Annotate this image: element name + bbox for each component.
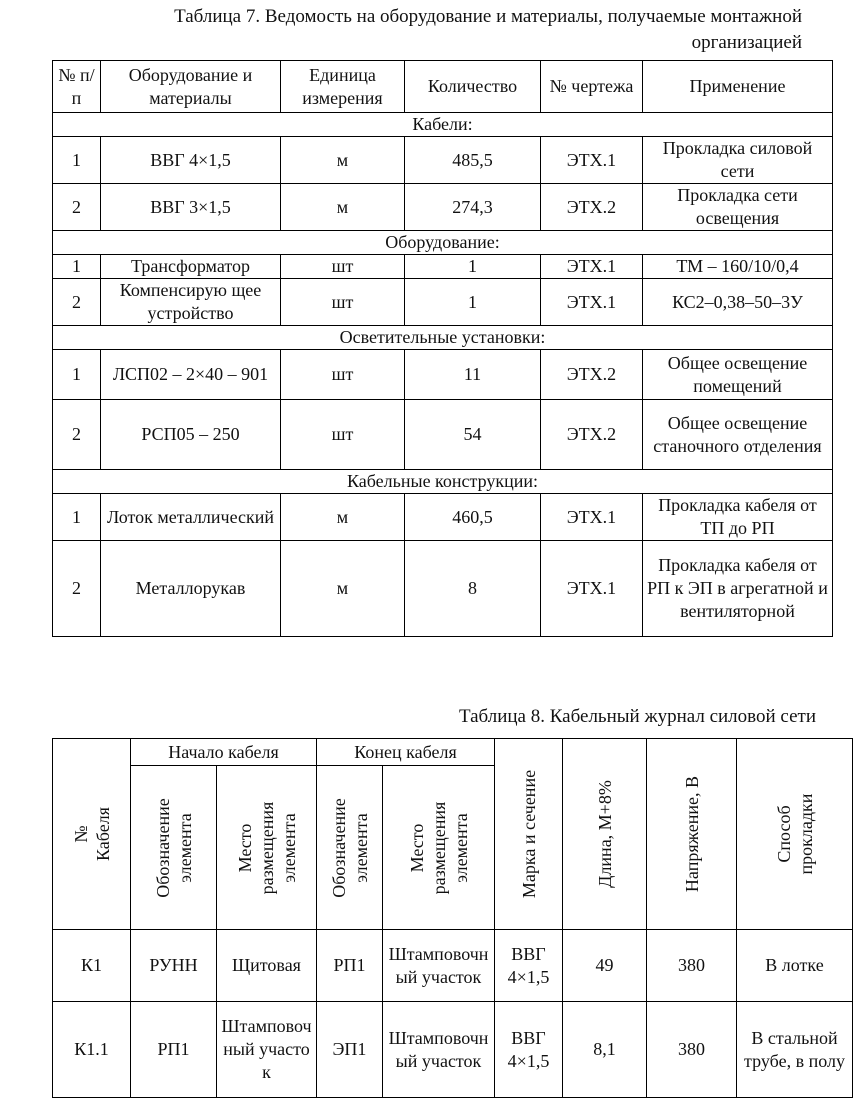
header-start-designation: Обозначение элемента [131, 766, 217, 930]
header-item: Оборудование и материалы [101, 61, 281, 113]
row-length: 8,1 [563, 1002, 647, 1098]
header-unit: Единица измерения [281, 61, 405, 113]
row-item: ЛСП02 – 2×40 – 901 [101, 350, 281, 400]
row-drawing: ЭТХ.1 [541, 541, 643, 637]
row-item: Компенсирую щее устройство [101, 279, 281, 326]
row-drawing: ЭТХ.1 [541, 255, 643, 279]
table-row [53, 350, 833, 400]
row-drawing: ЭТХ.1 [541, 279, 643, 326]
row-usage: Общее освещение помещений [643, 350, 833, 400]
row-unit: м [281, 137, 405, 184]
table7-header-row [53, 61, 833, 113]
cable-journal-table [52, 738, 853, 1098]
row-qty: 54 [405, 400, 541, 470]
row-num: 2 [53, 400, 101, 470]
row-brand: ВВГ 4×1,5 [495, 1002, 563, 1098]
row-start-location: Штамповочный участок [217, 1002, 317, 1098]
header-cable-no: № Кабеля [53, 739, 131, 930]
row-unit: шт [281, 255, 405, 279]
row-start-designation: РУНН [131, 930, 217, 1002]
row-drawing: ЭТХ.2 [541, 184, 643, 231]
row-usage: КС2–0,38–50–3У [643, 279, 833, 326]
row-qty: 8 [405, 541, 541, 637]
header-start-group: Начало кабеля [131, 739, 317, 766]
row-end-location: Штамповочный участок [383, 1002, 495, 1098]
row-end-designation: ЭП1 [317, 1002, 383, 1098]
header-drawing: № чертежа [541, 61, 643, 113]
row-unit: м [281, 541, 405, 637]
row-method: В стальной трубе, в полу [737, 1002, 853, 1098]
section-row-cables [53, 113, 833, 137]
row-qty: 274,3 [405, 184, 541, 231]
row-start-designation: РП1 [131, 1002, 217, 1098]
row-num: 2 [53, 184, 101, 231]
row-end-location: Штамповочный участок [383, 930, 495, 1002]
table-row [53, 494, 833, 541]
row-item: ВВГ 4×1,5 [101, 137, 281, 184]
row-method: В лотке [737, 930, 853, 1002]
row-item: Металлорукав [101, 541, 281, 637]
header-num: № п/п [53, 61, 101, 113]
table7-caption-line1: Таблица 7. Ведомость на оборудование и материалы, получаемые монтажной [174, 6, 802, 27]
row-usage: ТМ – 160/10/0,4 [643, 255, 833, 279]
row-voltage: 380 [647, 1002, 737, 1098]
row-item: РСП05 – 250 [101, 400, 281, 470]
table-row [53, 400, 833, 470]
row-unit: м [281, 184, 405, 231]
table-row [53, 184, 833, 231]
row-drawing: ЭТХ.1 [541, 137, 643, 184]
row-brand: ВВГ 4×1,5 [495, 930, 563, 1002]
row-qty: 11 [405, 350, 541, 400]
row-usage: Общее освещение станочного отделения [643, 400, 833, 470]
section-title: Оборудование: [53, 231, 833, 255]
row-item: ВВГ 3×1,5 [101, 184, 281, 231]
row-item: Трансформатор [101, 255, 281, 279]
table-row [53, 279, 833, 326]
header-end-location: Место размещения элемента [383, 766, 495, 930]
section-row-equipment [53, 231, 833, 255]
row-usage: Прокладка силовой сети [643, 137, 833, 184]
header-voltage: Напряжение, В [647, 739, 737, 930]
row-end-designation: РП1 [317, 930, 383, 1002]
row-cable: К1 [53, 930, 131, 1002]
row-drawing: ЭТХ.2 [541, 400, 643, 470]
row-usage: Прокладка кабеля от ТП до РП [643, 494, 833, 541]
row-qty: 1 [405, 279, 541, 326]
table-row [53, 930, 853, 1002]
table-row [53, 255, 833, 279]
header-qty: Количество [405, 61, 541, 113]
row-qty: 1 [405, 255, 541, 279]
table7-caption-line2: организацией [691, 32, 802, 53]
row-start-location: Щитовая [217, 930, 317, 1002]
row-unit: м [281, 494, 405, 541]
section-title: Осветительные установки: [53, 326, 833, 350]
header-method: Способ прокладки [737, 739, 853, 930]
section-row-cable-structures [53, 470, 833, 494]
row-qty: 485,5 [405, 137, 541, 184]
table7-caption [60, 4, 802, 56]
row-qty: 460,5 [405, 494, 541, 541]
table-row [53, 541, 833, 637]
row-num: 2 [53, 279, 101, 326]
header-usage: Применение [643, 61, 833, 113]
header-end-group: Конец кабеля [317, 739, 495, 766]
row-usage: Прокладка сети освещения [643, 184, 833, 231]
header-start-location: Место размещения элемента [217, 766, 317, 930]
row-num: 1 [53, 350, 101, 400]
row-num: 2 [53, 541, 101, 637]
section-row-lighting [53, 326, 833, 350]
row-drawing: ЭТХ.2 [541, 350, 643, 400]
table8-header-row-1 [53, 739, 853, 766]
row-cable: К1.1 [53, 1002, 131, 1098]
equipment-materials-table [52, 60, 833, 637]
table8-caption: Таблица 8. Кабельный журнал силовой сети [458, 706, 816, 727]
row-num: 1 [53, 255, 101, 279]
row-item: Лоток металлический [101, 494, 281, 541]
table-row [53, 137, 833, 184]
row-unit: шт [281, 350, 405, 400]
row-length: 49 [563, 930, 647, 1002]
header-end-designation: Обозначение элемента [317, 766, 383, 930]
row-drawing: ЭТХ.1 [541, 494, 643, 541]
row-num: 1 [53, 137, 101, 184]
row-usage: Прокладка кабеля от РП к ЭП в агрегатной и вентиляторной [643, 541, 833, 637]
row-num: 1 [53, 494, 101, 541]
row-unit: шт [281, 279, 405, 326]
header-length: Длина, М+8% [563, 739, 647, 930]
section-title: Кабели: [53, 113, 833, 137]
row-voltage: 380 [647, 930, 737, 1002]
table-row [53, 1002, 853, 1098]
header-brand: Марка и сечение [495, 739, 563, 930]
section-title: Кабельные конструкции: [53, 470, 833, 494]
row-unit: шт [281, 400, 405, 470]
